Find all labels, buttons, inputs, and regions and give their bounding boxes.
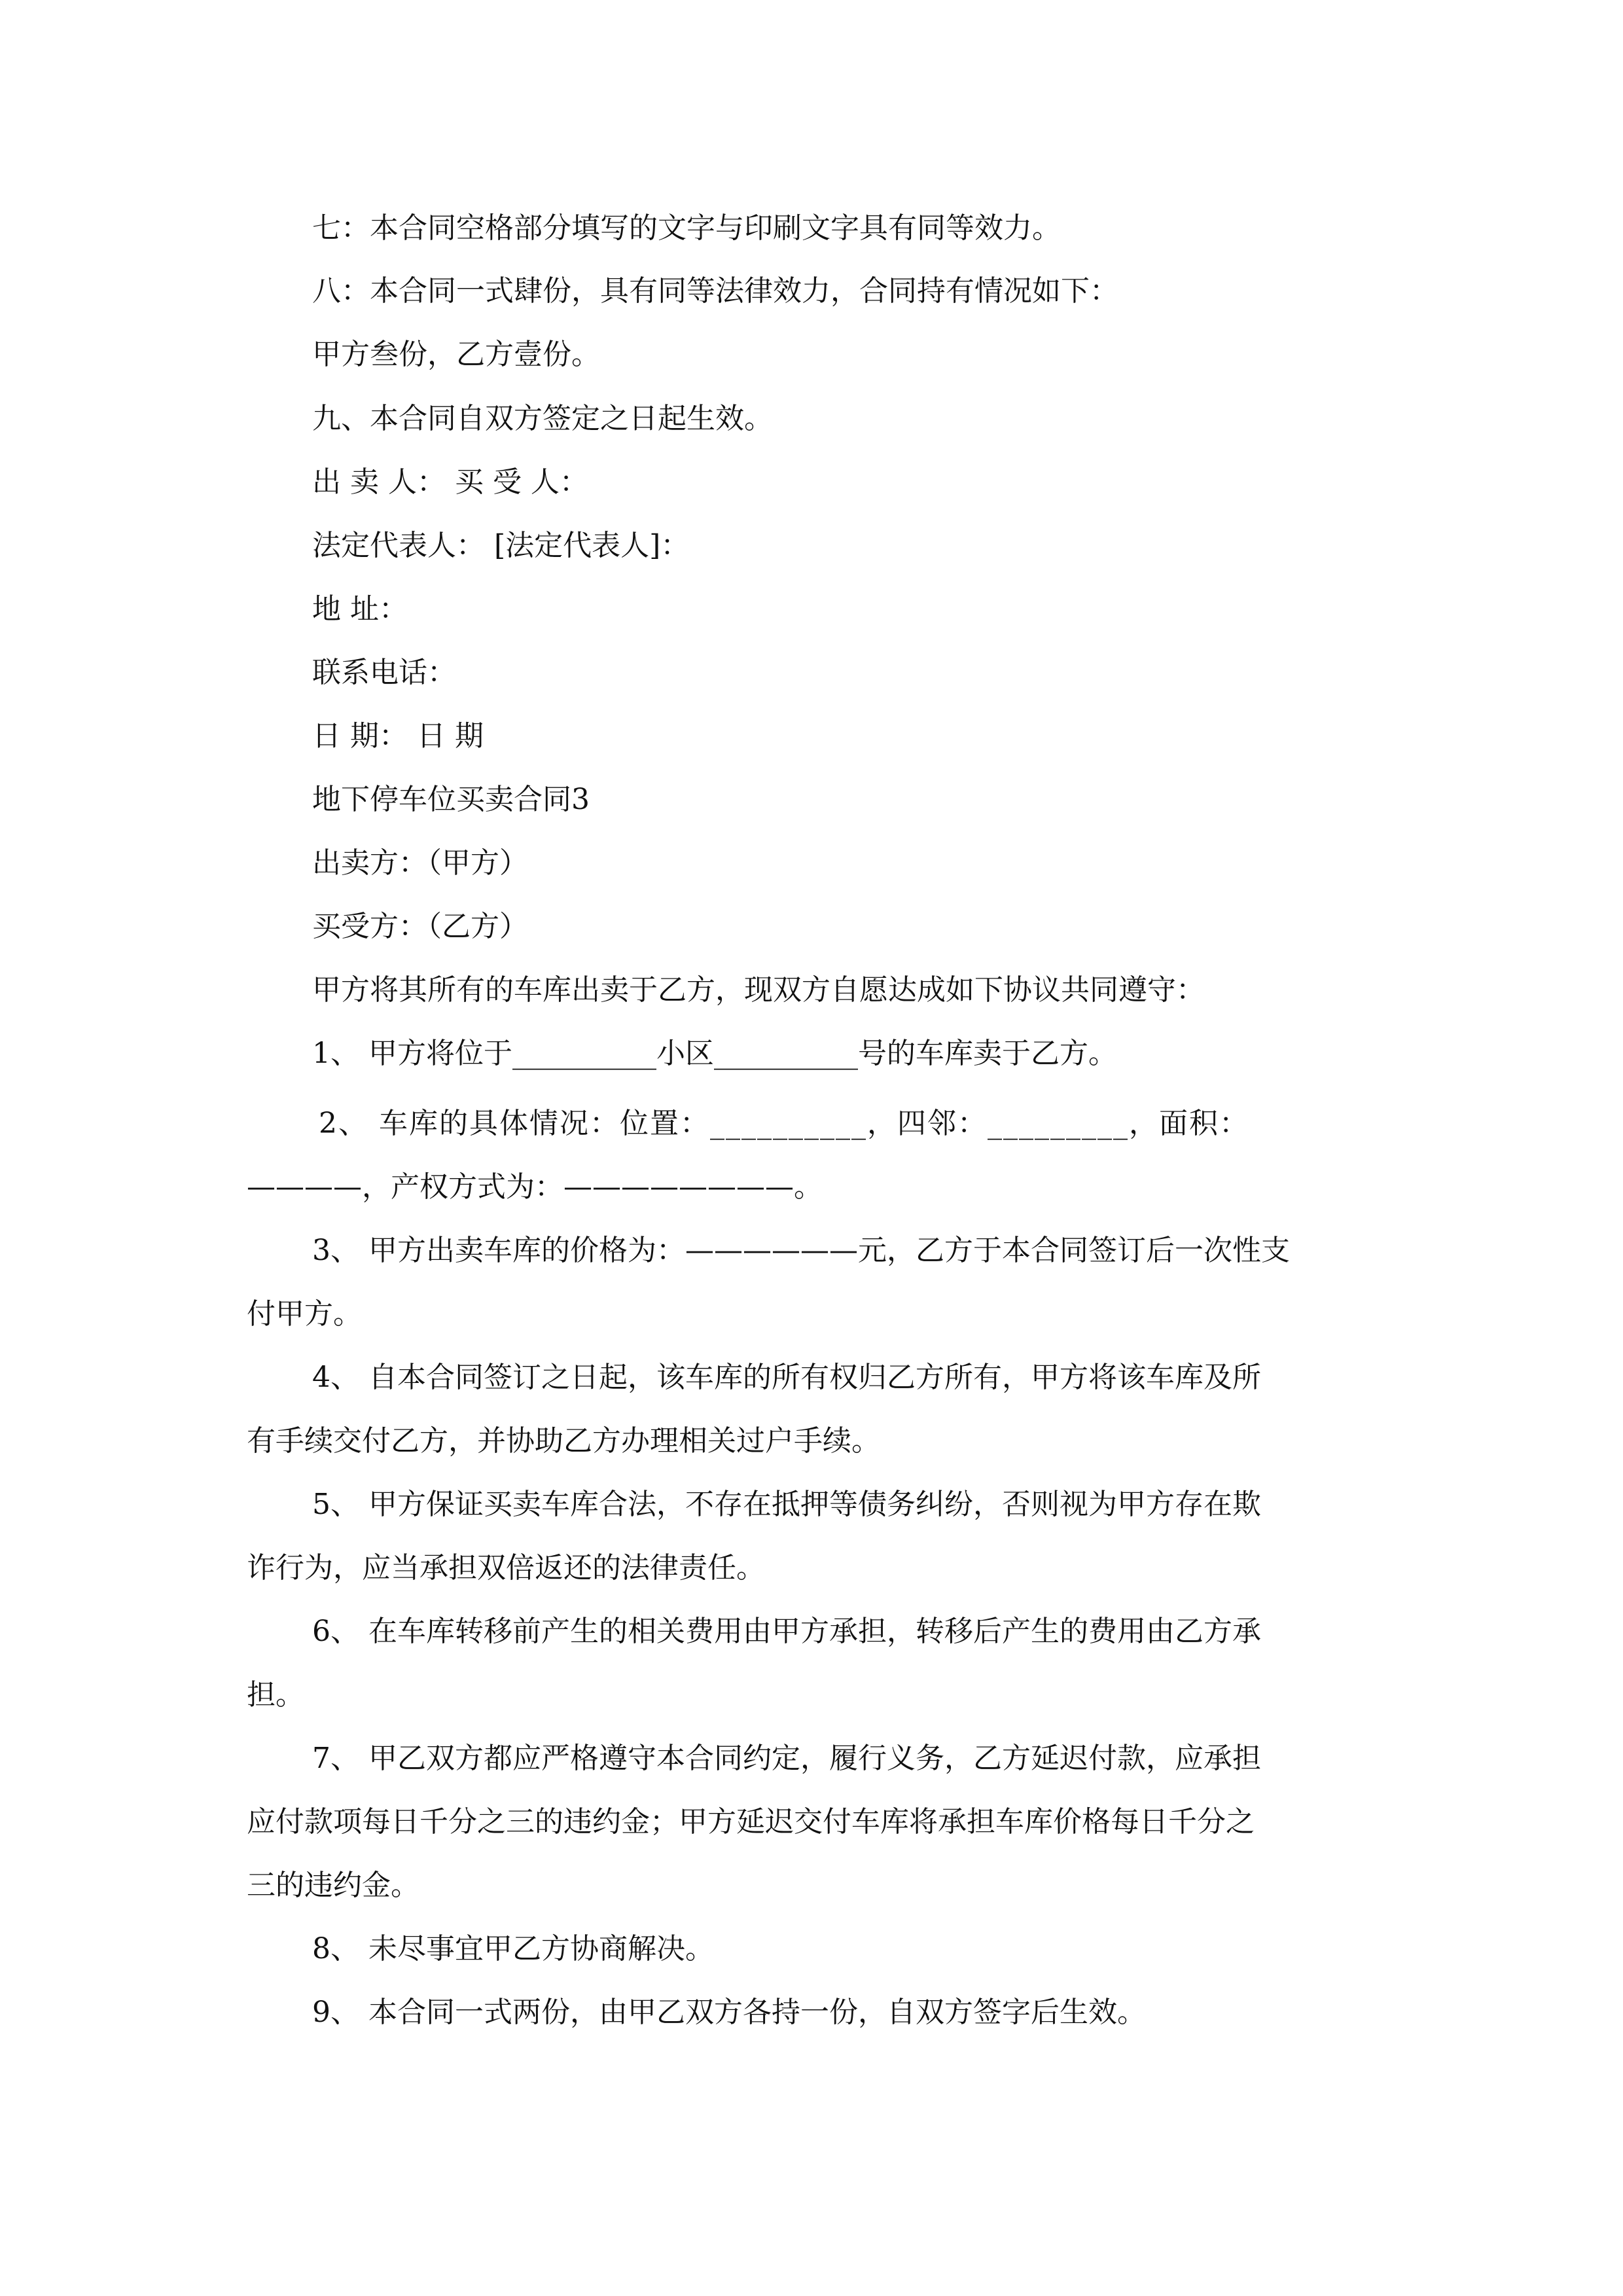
contract-3-clause-1: 1、 甲方将位于__________小区__________号的车库卖于乙方。 — [312, 1037, 1117, 1070]
contract-3-clause-6-line-1: 6、 在车库转移前产生的相关费用由甲方承担，转移后产生的费用由乙方承 — [312, 1615, 1261, 1648]
signature-address: 地 址： — [312, 592, 408, 626]
contract-3-clause-3-line-2: 付甲方。 — [247, 1297, 362, 1331]
contract-3-clause-3-line-1: 3、 甲方出卖车库的价格为：——————元，乙方于本合同签订后一次性支 — [312, 1234, 1290, 1267]
contract-3-clause-4-line-1: 4、 自本合同签订之日起，该车库的所有权归乙方所有，甲方将该车库及所 — [312, 1361, 1261, 1394]
contract-3-seller: 出卖方：（甲方） — [312, 846, 528, 880]
contract-3-clause-5-line-2: 诈行为，应当承担双倍返还的法律责任。 — [247, 1551, 765, 1585]
clause-8-distribution: 甲方叁份，乙方壹份。 — [312, 338, 600, 371]
signature-seller-buyer: 出 卖 人： 买 受 人： — [312, 465, 588, 499]
clause-8-copies: 八：本合同一式肆份，具有同等法律效力，合同持有情况如下： — [312, 274, 1118, 308]
clause-9-effective: 九、本合同自双方签定之日起生效。 — [312, 402, 773, 435]
contract-3-title: 地下停车位买卖合同3 — [312, 783, 590, 816]
contract-3-clause-7-line-2: 应付款项每日千分之三的违约金；甲方延迟交付车库将承担车库价格每日千分之 — [247, 1805, 1255, 1839]
contract-3-clause-2-line-2: ————，产权方式为：————————。 — [247, 1170, 823, 1204]
contract-3-clause-8: 8、 未尽事宜甲乙方协商解决。 — [312, 1932, 714, 1965]
contract-3-clause-4-line-2: 有手续交付乙方，并协助乙方办理相关过户手续。 — [247, 1424, 880, 1458]
contract-3-clause-6-line-2: 担。 — [247, 1678, 304, 1712]
clause-7-effect: 七：本合同空格部分填写的文字与印刷文字具有同等效力。 — [312, 211, 1061, 245]
contract-3-clause-7-line-1: 7、 甲乙双方都应严格遵守本合同约定，履行义务，乙方延迟付款，应承担 — [312, 1742, 1261, 1775]
signature-phone: 联系电话： — [312, 656, 456, 689]
contract-3-clause-2-line-1: 2、 车库的具体情况：位置：__________，四邻：_________，面积： — [319, 1107, 1249, 1140]
contract-3-clause-7-line-3: 三的违约金。 — [247, 1869, 419, 1902]
signature-date: 日 期： 日 期 — [312, 719, 484, 753]
contract-3-clause-5-line-1: 5、 甲方保证买卖车库合法，不存在抵押等债务纠纷，否则视为甲方存在欺 — [312, 1488, 1261, 1521]
contract-3-preamble: 甲方将其所有的车库出卖于乙方，现双方自愿达成如下协议共同遵守： — [312, 973, 1205, 1007]
contract-3-buyer: 买受方：（乙方） — [312, 910, 528, 943]
contract-3-clause-9: 9、 本合同一式两份，由甲乙双方各持一份，自双方签字后生效。 — [312, 1996, 1146, 2029]
signature-legal-rep: 法定代表人： [法定代表人]： — [312, 529, 690, 562]
